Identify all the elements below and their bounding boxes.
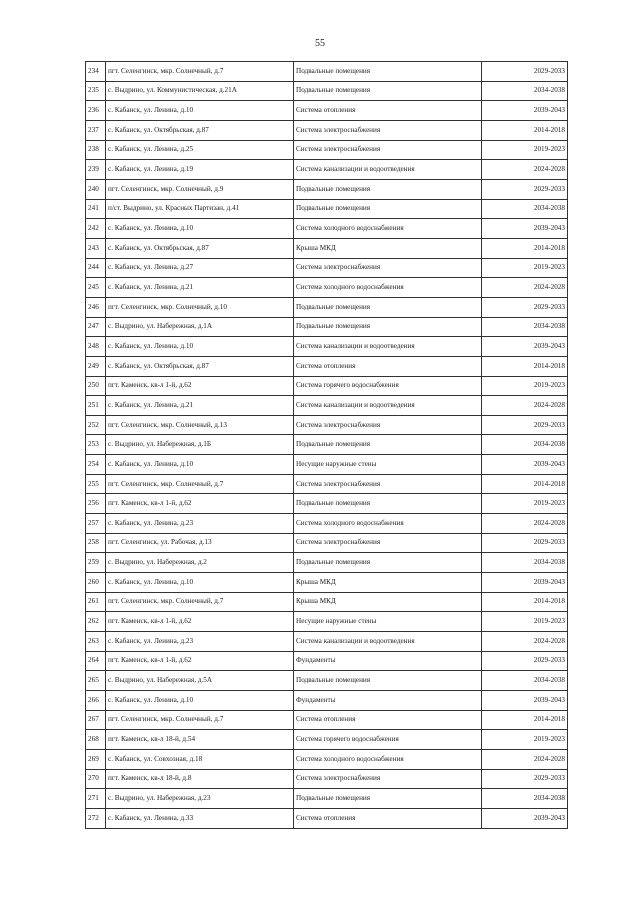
building-system-cell: Система электроснабжения [294, 769, 482, 789]
address-cell: с. Кабанск, ул. Октябрьская, д.87 [106, 238, 294, 258]
repair-period-cell: 2039-2043 [482, 337, 568, 357]
repair-period-cell: 2014-2018 [482, 592, 568, 612]
address-cell: с. Кабанск, ул. Совхозная, д.18 [106, 749, 294, 769]
table-row [86, 632, 568, 652]
table-row [86, 730, 568, 750]
row-number-cell: 252 [86, 415, 106, 435]
row-number-cell: 260 [86, 573, 106, 593]
address-cell: пгт. Селенгинск, мкр. Солнечный, д.7 [106, 474, 294, 494]
table-row [86, 258, 568, 278]
repair-period-cell: 2034-2038 [482, 199, 568, 219]
address-cell: с. Кабанск, ул. Ленина, д.10 [106, 219, 294, 239]
row-number-cell: 249 [86, 356, 106, 376]
row-number-cell: 253 [86, 435, 106, 455]
address-cell: пгт. Селенгинск, ул. Рабочая, д.13 [106, 533, 294, 553]
building-system-cell: Крыша МКД [294, 573, 482, 593]
building-system-cell: Подвальные помещения [294, 297, 482, 317]
building-system-cell: Система холодного водоснабжения [294, 514, 482, 534]
table-row [86, 494, 568, 514]
table-row [86, 592, 568, 612]
row-number-cell: 238 [86, 140, 106, 160]
building-system-cell: Система электроснабжения [294, 120, 482, 140]
table-row [86, 337, 568, 357]
building-system-cell: Подвальные помещения [294, 671, 482, 691]
address-cell: с. Кабанск, ул. Ленина, д.25 [106, 140, 294, 160]
table-row [86, 514, 568, 534]
table-row [86, 120, 568, 140]
repair-period-cell: 2014-2018 [482, 710, 568, 730]
address-cell: пгт. Каменск, кв-л 1-й, д.62 [106, 612, 294, 632]
row-number-cell: 271 [86, 789, 106, 809]
address-cell: с. Кабанск, ул. Ленина, д.33 [106, 808, 294, 828]
address-cell: п/ст. Выдрино, ул. Красных Партизан, д.41 [106, 199, 294, 219]
table-row [86, 278, 568, 298]
building-system-cell: Несущие наружные стены [294, 455, 482, 475]
table-row [86, 474, 568, 494]
table-row [86, 612, 568, 632]
repair-period-cell: 2024-2028 [482, 632, 568, 652]
table-row [86, 396, 568, 416]
row-number-cell: 269 [86, 749, 106, 769]
building-system-cell: Система холодного водоснабжения [294, 219, 482, 239]
repair-period-cell: 2034-2038 [482, 435, 568, 455]
address-cell: пгт. Каменск, кв-л 1-й, д.62 [106, 651, 294, 671]
row-number-cell: 248 [86, 337, 106, 357]
building-system-cell: Система канализации и водоотведения [294, 396, 482, 416]
repair-period-cell: 2039-2043 [482, 101, 568, 121]
building-system-cell: Подвальные помещения [294, 494, 482, 514]
address-cell: пгт. Каменск, кв-л 1-й, д.62 [106, 376, 294, 396]
row-number-cell: 257 [86, 514, 106, 534]
row-number-cell: 240 [86, 179, 106, 199]
table-row [86, 317, 568, 337]
row-number-cell: 261 [86, 592, 106, 612]
building-system-cell: Система отопления [294, 710, 482, 730]
building-system-cell: Фундаменты [294, 691, 482, 711]
repair-period-cell: 2024-2028 [482, 514, 568, 534]
building-system-cell: Крыша МКД [294, 592, 482, 612]
row-number-cell: 262 [86, 612, 106, 632]
building-system-cell: Система электроснабжения [294, 474, 482, 494]
row-number-cell: 266 [86, 691, 106, 711]
repair-period-cell: 2034-2038 [482, 553, 568, 573]
address-cell: пгт. Селенгинск, мкр. Солнечный, д.7 [106, 710, 294, 730]
address-cell: пгт. Селенгинск, мкр. Солнечный, д.7 [106, 592, 294, 612]
building-system-cell: Крыша МКД [294, 238, 482, 258]
building-system-cell: Подвальные помещения [294, 179, 482, 199]
table-row [86, 455, 568, 475]
address-cell: пгт. Каменск, кв-л 18-й, д.8 [106, 769, 294, 789]
repair-period-cell: 2014-2018 [482, 120, 568, 140]
repair-period-cell: 2034-2038 [482, 81, 568, 101]
building-system-cell: Система канализации и водоотведения [294, 160, 482, 180]
repair-period-cell: 2014-2018 [482, 238, 568, 258]
address-cell: с. Кабанск, ул. Ленина, д.23 [106, 632, 294, 652]
repair-period-cell: 2034-2038 [482, 789, 568, 809]
row-number-cell: 245 [86, 278, 106, 298]
table-row [86, 376, 568, 396]
building-system-cell: Система холодного водоснабжения [294, 278, 482, 298]
building-system-cell: Подвальные помещения [294, 62, 482, 82]
repair-period-cell: 2034-2038 [482, 317, 568, 337]
address-cell: с. Кабанск, ул. Ленина, д.23 [106, 514, 294, 534]
row-number-cell: 242 [86, 219, 106, 239]
table-row [86, 749, 568, 769]
table-row [86, 573, 568, 593]
address-cell: с. Кабанск, ул. Ленина, д.19 [106, 160, 294, 180]
building-system-cell: Система отопления [294, 101, 482, 121]
address-cell: с. Кабанск, ул. Ленина, д.10 [106, 337, 294, 357]
row-number-cell: 250 [86, 376, 106, 396]
address-cell: с. Кабанск, ул. Ленина, д.10 [106, 101, 294, 121]
address-cell: с. Кабанск, ул. Ленина, д.21 [106, 396, 294, 416]
repair-period-cell: 2019-2023 [482, 258, 568, 278]
row-number-cell: 241 [86, 199, 106, 219]
repair-period-cell: 2024-2028 [482, 396, 568, 416]
repair-period-cell: 2029-2033 [482, 415, 568, 435]
table-row [86, 808, 568, 828]
repair-period-cell: 2029-2033 [482, 297, 568, 317]
table-row [86, 81, 568, 101]
row-number-cell: 268 [86, 730, 106, 750]
table-row [86, 356, 568, 376]
row-number-cell: 234 [86, 62, 106, 82]
repair-period-cell: 2029-2033 [482, 533, 568, 553]
row-number-cell: 270 [86, 769, 106, 789]
building-system-cell: Подвальные помещения [294, 553, 482, 573]
row-number-cell: 247 [86, 317, 106, 337]
building-system-cell: Система электроснабжения [294, 415, 482, 435]
repair-period-cell: 2039-2043 [482, 455, 568, 475]
table-row [86, 179, 568, 199]
building-system-cell: Система электроснабжения [294, 140, 482, 160]
table-row [86, 62, 568, 82]
building-system-cell: Подвальные помещения [294, 81, 482, 101]
table-row [86, 651, 568, 671]
row-number-cell: 256 [86, 494, 106, 514]
row-number-cell: 237 [86, 120, 106, 140]
building-system-cell: Система электроснабжения [294, 533, 482, 553]
table-row [86, 533, 568, 553]
address-cell: с. Выдрино, ул. Коммунистическая, д.21А [106, 81, 294, 101]
address-cell: с. Выдрино, ул. Набережная, д.5А [106, 671, 294, 691]
repair-schedule-table [85, 61, 568, 829]
row-number-cell: 264 [86, 651, 106, 671]
repair-period-cell: 2024-2028 [482, 749, 568, 769]
table-body [86, 62, 568, 829]
repair-period-cell: 2029-2033 [482, 62, 568, 82]
table-row [86, 415, 568, 435]
address-cell: пгт. Селенгинск, мкр. Солнечный, д.10 [106, 297, 294, 317]
building-system-cell: Фундаменты [294, 651, 482, 671]
building-system-cell: Система отопления [294, 808, 482, 828]
row-number-cell: 272 [86, 808, 106, 828]
table-row [86, 710, 568, 730]
address-cell: с. Кабанск, ул. Октябрьская, д.87 [106, 356, 294, 376]
repair-period-cell: 2019-2023 [482, 730, 568, 750]
table-row [86, 553, 568, 573]
building-system-cell: Система горячего водоснабжения [294, 730, 482, 750]
table-row [86, 691, 568, 711]
address-cell: пгт. Селенгинск, мкр. Солнечный, д.9 [106, 179, 294, 199]
address-cell: с. Кабанск, ул. Ленина, д.10 [106, 455, 294, 475]
page-number: 55 [315, 38, 325, 49]
table-row [86, 199, 568, 219]
repair-period-cell: 2019-2023 [482, 612, 568, 632]
table-row [86, 219, 568, 239]
row-number-cell: 244 [86, 258, 106, 278]
table-row [86, 160, 568, 180]
row-number-cell: 267 [86, 710, 106, 730]
row-number-cell: 263 [86, 632, 106, 652]
address-cell: с. Кабанск, ул. Октябрьская, д.87 [106, 120, 294, 140]
repair-period-cell: 2024-2028 [482, 160, 568, 180]
building-system-cell: Подвальные помещения [294, 317, 482, 337]
building-system-cell: Система отопления [294, 356, 482, 376]
repair-period-cell: 2014-2018 [482, 356, 568, 376]
building-system-cell: Несущие наружные стены [294, 612, 482, 632]
repair-period-cell: 2019-2023 [482, 376, 568, 396]
row-number-cell: 258 [86, 533, 106, 553]
repair-period-cell: 2034-2038 [482, 671, 568, 691]
building-system-cell: Система холодного водоснабжения [294, 749, 482, 769]
row-number-cell: 259 [86, 553, 106, 573]
table-row [86, 140, 568, 160]
repair-period-cell: 2039-2043 [482, 808, 568, 828]
building-system-cell: Система горячего водоснабжения [294, 376, 482, 396]
address-cell: с. Выдрино, ул. Набережная, д.2 [106, 553, 294, 573]
building-system-cell: Подвальные помещения [294, 199, 482, 219]
address-cell: с. Выдрино, ул. Набережная, д.23 [106, 789, 294, 809]
address-cell: с. Кабанск, ул. Ленина, д.10 [106, 573, 294, 593]
row-number-cell: 239 [86, 160, 106, 180]
row-number-cell: 265 [86, 671, 106, 691]
table-row [86, 238, 568, 258]
address-cell: пгт. Селенгинск, мкр. Солнечный, д.7 [106, 62, 294, 82]
address-cell: с. Кабанск, ул. Ленина, д.10 [106, 691, 294, 711]
building-system-cell: Подвальные помещения [294, 435, 482, 455]
table-row [86, 789, 568, 809]
table-row [86, 435, 568, 455]
address-cell: с. Выдрино, ул. Набережная, д.1А [106, 317, 294, 337]
repair-period-cell: 2039-2043 [482, 573, 568, 593]
address-cell: пгт. Каменск, кв-л 18-й, д.54 [106, 730, 294, 750]
address-cell: с. Кабанск, ул. Ленина, д.27 [106, 258, 294, 278]
row-number-cell: 254 [86, 455, 106, 475]
row-number-cell: 246 [86, 297, 106, 317]
repair-period-cell: 2024-2028 [482, 278, 568, 298]
repair-period-cell: 2039-2043 [482, 691, 568, 711]
building-system-cell: Система канализации и водоотведения [294, 632, 482, 652]
row-number-cell: 236 [86, 101, 106, 121]
repair-period-cell: 2029-2033 [482, 179, 568, 199]
building-system-cell: Подвальные помещения [294, 789, 482, 809]
row-number-cell: 255 [86, 474, 106, 494]
row-number-cell: 235 [86, 81, 106, 101]
row-number-cell: 243 [86, 238, 106, 258]
repair-period-cell: 2014-2018 [482, 474, 568, 494]
building-system-cell: Система электроснабжения [294, 258, 482, 278]
building-system-cell: Система канализации и водоотведения [294, 337, 482, 357]
address-cell: пгт. Каменск, кв-л 1-й, д.62 [106, 494, 294, 514]
address-cell: с. Выдрино, ул. Набережная, д.1Б [106, 435, 294, 455]
table-row [86, 101, 568, 121]
table-row [86, 671, 568, 691]
row-number-cell: 251 [86, 396, 106, 416]
table-row [86, 769, 568, 789]
address-cell: пгт. Селенгинск, мкр. Солнечный, д.13 [106, 415, 294, 435]
repair-period-cell: 2019-2023 [482, 494, 568, 514]
table-row [86, 297, 568, 317]
repair-period-cell: 2019-2023 [482, 140, 568, 160]
repair-period-cell: 2039-2043 [482, 219, 568, 239]
address-cell: с. Кабанск, ул. Ленина, д.21 [106, 278, 294, 298]
repair-period-cell: 2029-2033 [482, 651, 568, 671]
repair-period-cell: 2029-2033 [482, 769, 568, 789]
